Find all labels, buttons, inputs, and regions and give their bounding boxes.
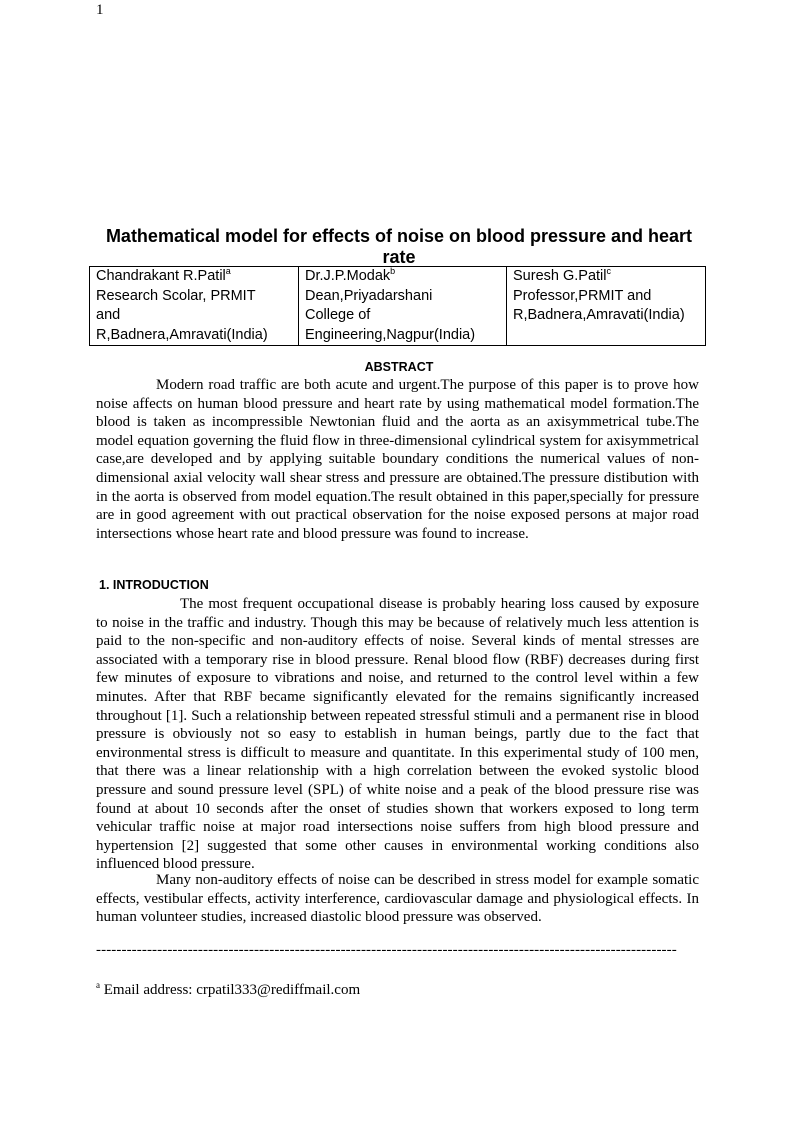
author-name: Dr.J.P.Modak (305, 268, 391, 284)
author-marker: b (390, 266, 396, 277)
introduction-paragraph-2: Many non-auditory effects of noise can be described in stress model for example somatic effects, vestibular effects, activity interference, cardiovascular damage and physiological effects. In human volunteer studies, increased diastolic blood pressure was observed. (96, 872, 699, 926)
author-cell-3 (507, 267, 706, 346)
author-affiliation: R,Badnera,Amravati(India) (513, 307, 685, 323)
author-marker: a (225, 266, 231, 277)
author-cell-1 (90, 267, 299, 346)
introduction-paragraph-1: The most frequent occupational disease is probably hearing loss caused by exposure to noise in the traffic and industry. Though this may be because of relatively much less attention is paid to the non-specific and non-auditory effects of noise. Several kinds of mental stresses are associated with a temporary rise in blood pressure. Renal blood flow (RBF) decreases during first few minutes of exposure to vibrations and noise, and returned to the control level within a few minutes. After that RBF became significantly elevated for the remains significantly increased throughout [1]. Such a relationship between repeated stressful stimuli and a permanent rise in blood pressure is obviously not so easy to establish in human beings, partly due to the fact that environmental stress is difficult to measure and quantitate. In this experimental study of 100 men, that there was a linear relationship with a high correlation between the evoked systolic blood pressure and sound pressure level (SPL) of white noise and a peak of the blood pressure rise was found at about 10 seconds after the onset of studies shown that workers exposed to long term vehicular traffic noise at major road intersections noise suffers from high blood pressure and hypertension [2] suggested that some other causes in environmental working conditions also influenced blood pressure. (96, 596, 699, 873)
author-affiliation: Research Scolar, PRMIT (96, 287, 256, 304)
author-table (89, 266, 706, 346)
author-affiliation: and (96, 307, 121, 323)
author-affiliation: Engineering,Nagpur(India) (305, 326, 476, 343)
footnote-text: Email address: crpatil333@rediffmail.com (103, 982, 361, 998)
author-affiliation: College of (305, 307, 371, 323)
author-affiliation: R,Badnera,Amravati(India) (96, 326, 268, 343)
author-name: Suresh G.Patil (513, 268, 607, 284)
introduction-heading: 1. INTRODUCTION (99, 578, 209, 592)
abstract-text: Modern road traffic are both acute and urgent.The purpose of this paper is to prove how noise affects on human blood pressure and heart rate by using mathematical model formation.The blood is taken as incompressible Newtonian fluid and the aorta as an axisymmetrical tube.The model equation governing the fluid flow in three-dimensional cylindrical system for axisymmetrical case,are developed and by applying suitable boundary conditions the numerical values of non-dimensional axial velocity wall shear stress and pressure are obtained.The pressure distibution with in the aorta is observed from model equation.The result obtained in this paper,specially for pressure are in good agreement with out practical observation for the noise exposed persons at major road intersections whose heart rate and blood pressure was found to increase. (96, 377, 699, 542)
footnote-marker: a (96, 980, 100, 990)
author-affiliation: Dean,Priyadarshani (305, 287, 433, 304)
paper-title: Mathematical model for effects of noise on blood pressure and heart rate (105, 226, 693, 267)
author-affiliation: Professor,PRMIT and (513, 287, 652, 304)
author-name: Chandrakant R.Patil (96, 268, 226, 284)
author-cell-2 (299, 267, 507, 346)
abstract-heading: ABSTRACT (364, 360, 434, 374)
page-number: 1 (96, 2, 104, 18)
author-marker: c (606, 266, 611, 277)
footnote (96, 982, 360, 999)
footnote-separator: ------------------------------------------------------------------------------------------------------------------ (96, 942, 677, 958)
